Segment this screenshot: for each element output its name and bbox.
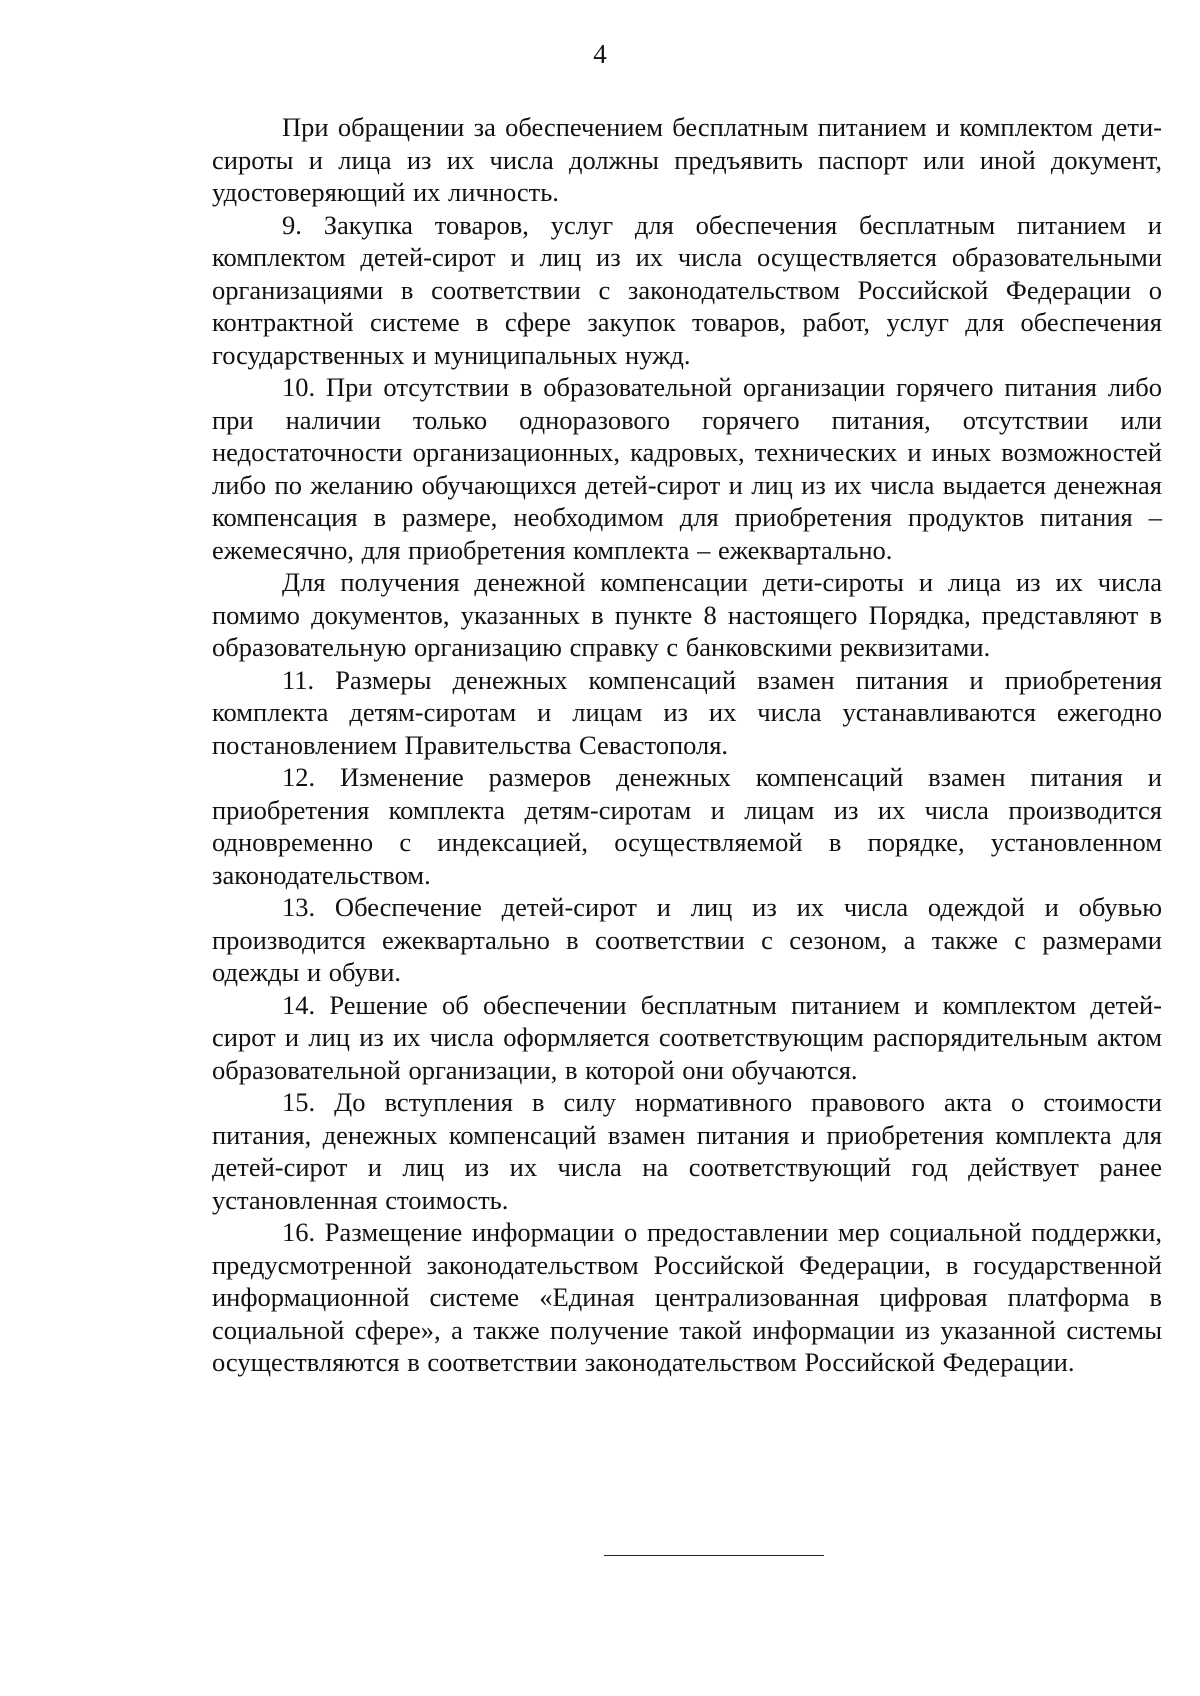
document-body <box>212 111 1162 1379</box>
paragraph-item-14: 14. Решение об обеспечении бесплатным питанием и комплектом детей-сирот и лиц из их числа оформляется соответствующим распорядительным актом образовательной организации, в которой они обучаются. <box>212 989 1162 1085</box>
paragraph-compensation-documents: Для получения денежной компенсации дети-сироты и лица из их числа помимо документов, указанных в пункте 8 настоящего Порядка, представляют в образовательную организацию справку с банковскими реквизитами. <box>212 567 1162 662</box>
paragraph-identity-documents: При обращении за обеспечением бесплатным питанием и комплектом дети-сироты и лица из их числа должны предъявить паспорт или иной документ, удостоверяющий их личность. <box>212 112 1162 207</box>
paragraph-item-15: 15. До вступления в силу нормативного правового акта о стоимости питания, денежных компенсаций взамен питания и приобретения комплекта для детей-сирот и лиц из их числа на соответствующий год действует ранее установленная стоимость. <box>212 1087 1162 1215</box>
paragraph-item-13: 13. Обеспечение детей-сирот и лиц из их числа одеждой и обувью производится ежеквартально в соответствии с сезоном, а также с размерами одежды и обуви. <box>212 892 1162 987</box>
paragraph-item-9: 9. Закупка товаров, услуг для обеспечения бесплатным питанием и комплектом детей-сирот и лиц из их числа осуществляется образовательными организациями в соответствии с законодательством Российской Федерации о контрактной системе в сфере закупок товаров, работ, услуг для обеспечения государственных и муниципальных нужд. <box>212 209 1162 370</box>
paragraph-item-16: 16. Размещение информации о предоставлении мер социальной поддержки, предусмотренной законодательством Российской Федерации, в государственной информационной системе «Единая централизованная цифровая платформа в социальной сфере», а также получение такой информации из указанной системы осуществляются в соответствии законодательством Российской Федерации. <box>212 1217 1162 1377</box>
paragraph-item-10: 10. При отсутствии в образовательной организации горячего питания либо при наличии только одноразового горячего питания, отсутствии или недостаточности организационных, кадровых, технических и иных возможностей либо по желанию обучающихся детей-сирот и лиц из их числа выдается денежная компенсация в размере, необходимом для приобретения продуктов питания – ежемесячно, для приобретения комплекта – ежеквартально. <box>212 372 1162 565</box>
end-of-document-divider <box>604 1555 824 1556</box>
paragraph-item-12: 12. Изменение размеров денежных компенсаций взамен питания и приобретения комплекта детям-сиротам и лицам из их числа производится одновременно с индексацией, осуществляемой в порядке, установленном законодательством. <box>212 762 1162 890</box>
page-number: 4 <box>593 39 607 69</box>
paragraph-item-11: 11. Размеры денежных компенсаций взамен питания и приобретения комплекта детям-сиротам и лицам из их числа устанавливаются ежегодно постановлением Правительства Севастополя. <box>212 664 1162 760</box>
